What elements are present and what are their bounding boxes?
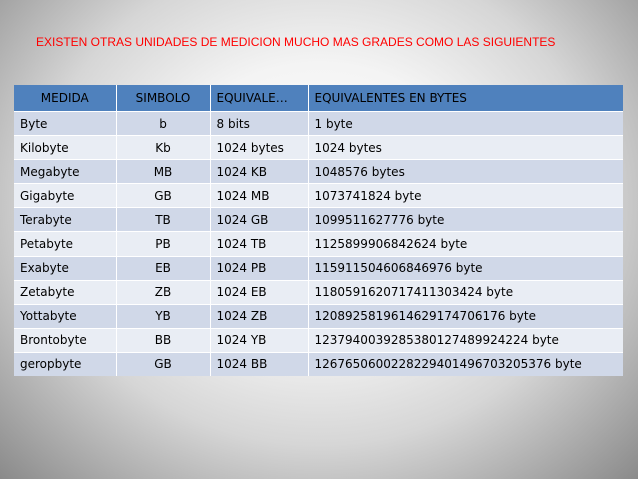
cell-equivale: 1024 bytes [210, 136, 308, 160]
cell-simbolo: GB [116, 352, 210, 376]
cell-simbolo: EB [116, 256, 210, 280]
cell-medida: Gigabyte [14, 184, 116, 208]
cell-equivale: 1024 EB [210, 280, 308, 304]
header-medida: MEDIDA [14, 85, 116, 112]
table-row [14, 256, 623, 280]
cell-equivale: 1024 MB [210, 184, 308, 208]
cell-equivale: 8 bits [210, 112, 308, 136]
cell-bytes: 1208925819614629174706176 byte [308, 304, 623, 328]
cell-bytes: 1267650600228229401496703205376 byte [308, 352, 623, 376]
cell-bytes: 1024 bytes [308, 136, 623, 160]
cell-bytes: 1073741824 byte [308, 184, 623, 208]
cell-bytes: 1048576 bytes [308, 160, 623, 184]
header-equivalentes-en-bytes: EQUIVALENTES EN BYTES [308, 85, 623, 112]
cell-equivale: 1024 PB [210, 256, 308, 280]
units-table [14, 85, 623, 376]
header-simbolo: SIMBOLO [116, 85, 210, 112]
table-row [14, 112, 623, 136]
cell-equivale: 1024 TB [210, 232, 308, 256]
cell-medida: Exabyte [14, 256, 116, 280]
cell-bytes: 1125899906842624 byte [308, 232, 623, 256]
cell-simbolo: BB [116, 328, 210, 352]
table-row [14, 136, 623, 160]
cell-medida: Terabyte [14, 208, 116, 232]
table-row [14, 160, 623, 184]
table-row [14, 280, 623, 304]
cell-simbolo: MB [116, 160, 210, 184]
table-row [14, 328, 623, 352]
cell-medida: Petabyte [14, 232, 116, 256]
cell-simbolo: TB [116, 208, 210, 232]
cell-medida: Zetabyte [14, 280, 116, 304]
slide-title: EXISTEN OTRAS UNIDADES DE MEDICION MUCHO MAS GRADES COMO LAS SIGUIENTES [36, 35, 556, 49]
cell-medida: Kilobyte [14, 136, 116, 160]
cell-simbolo: GB [116, 184, 210, 208]
cell-simbolo: Kb [116, 136, 210, 160]
cell-simbolo: ZB [116, 280, 210, 304]
cell-simbolo: b [116, 112, 210, 136]
cell-simbolo: PB [116, 232, 210, 256]
cell-equivale: 1024 ZB [210, 304, 308, 328]
table-row [14, 352, 623, 376]
table-row [14, 208, 623, 232]
cell-medida: geropbyte [14, 352, 116, 376]
cell-bytes: 115911504606846976 byte [308, 256, 623, 280]
table-row [14, 184, 623, 208]
cell-bytes: 1237940039285380127489924224 byte [308, 328, 623, 352]
cell-medida: Brontobyte [14, 328, 116, 352]
cell-equivale: 1024 YB [210, 328, 308, 352]
cell-bytes: 1180591620717411303424 byte [308, 280, 623, 304]
header-equivale: EQUIVALE… [210, 85, 308, 112]
cell-medida: Yottabyte [14, 304, 116, 328]
table-row [14, 232, 623, 256]
table-row [14, 304, 623, 328]
cell-equivale: 1024 GB [210, 208, 308, 232]
cell-medida: Byte [14, 112, 116, 136]
cell-simbolo: YB [116, 304, 210, 328]
cell-bytes: 1099511627776 byte [308, 208, 623, 232]
cell-bytes: 1 byte [308, 112, 623, 136]
cell-medida: Megabyte [14, 160, 116, 184]
cell-equivale: 1024 BB [210, 352, 308, 376]
table-header-row [14, 85, 623, 112]
cell-equivale: 1024 KB [210, 160, 308, 184]
